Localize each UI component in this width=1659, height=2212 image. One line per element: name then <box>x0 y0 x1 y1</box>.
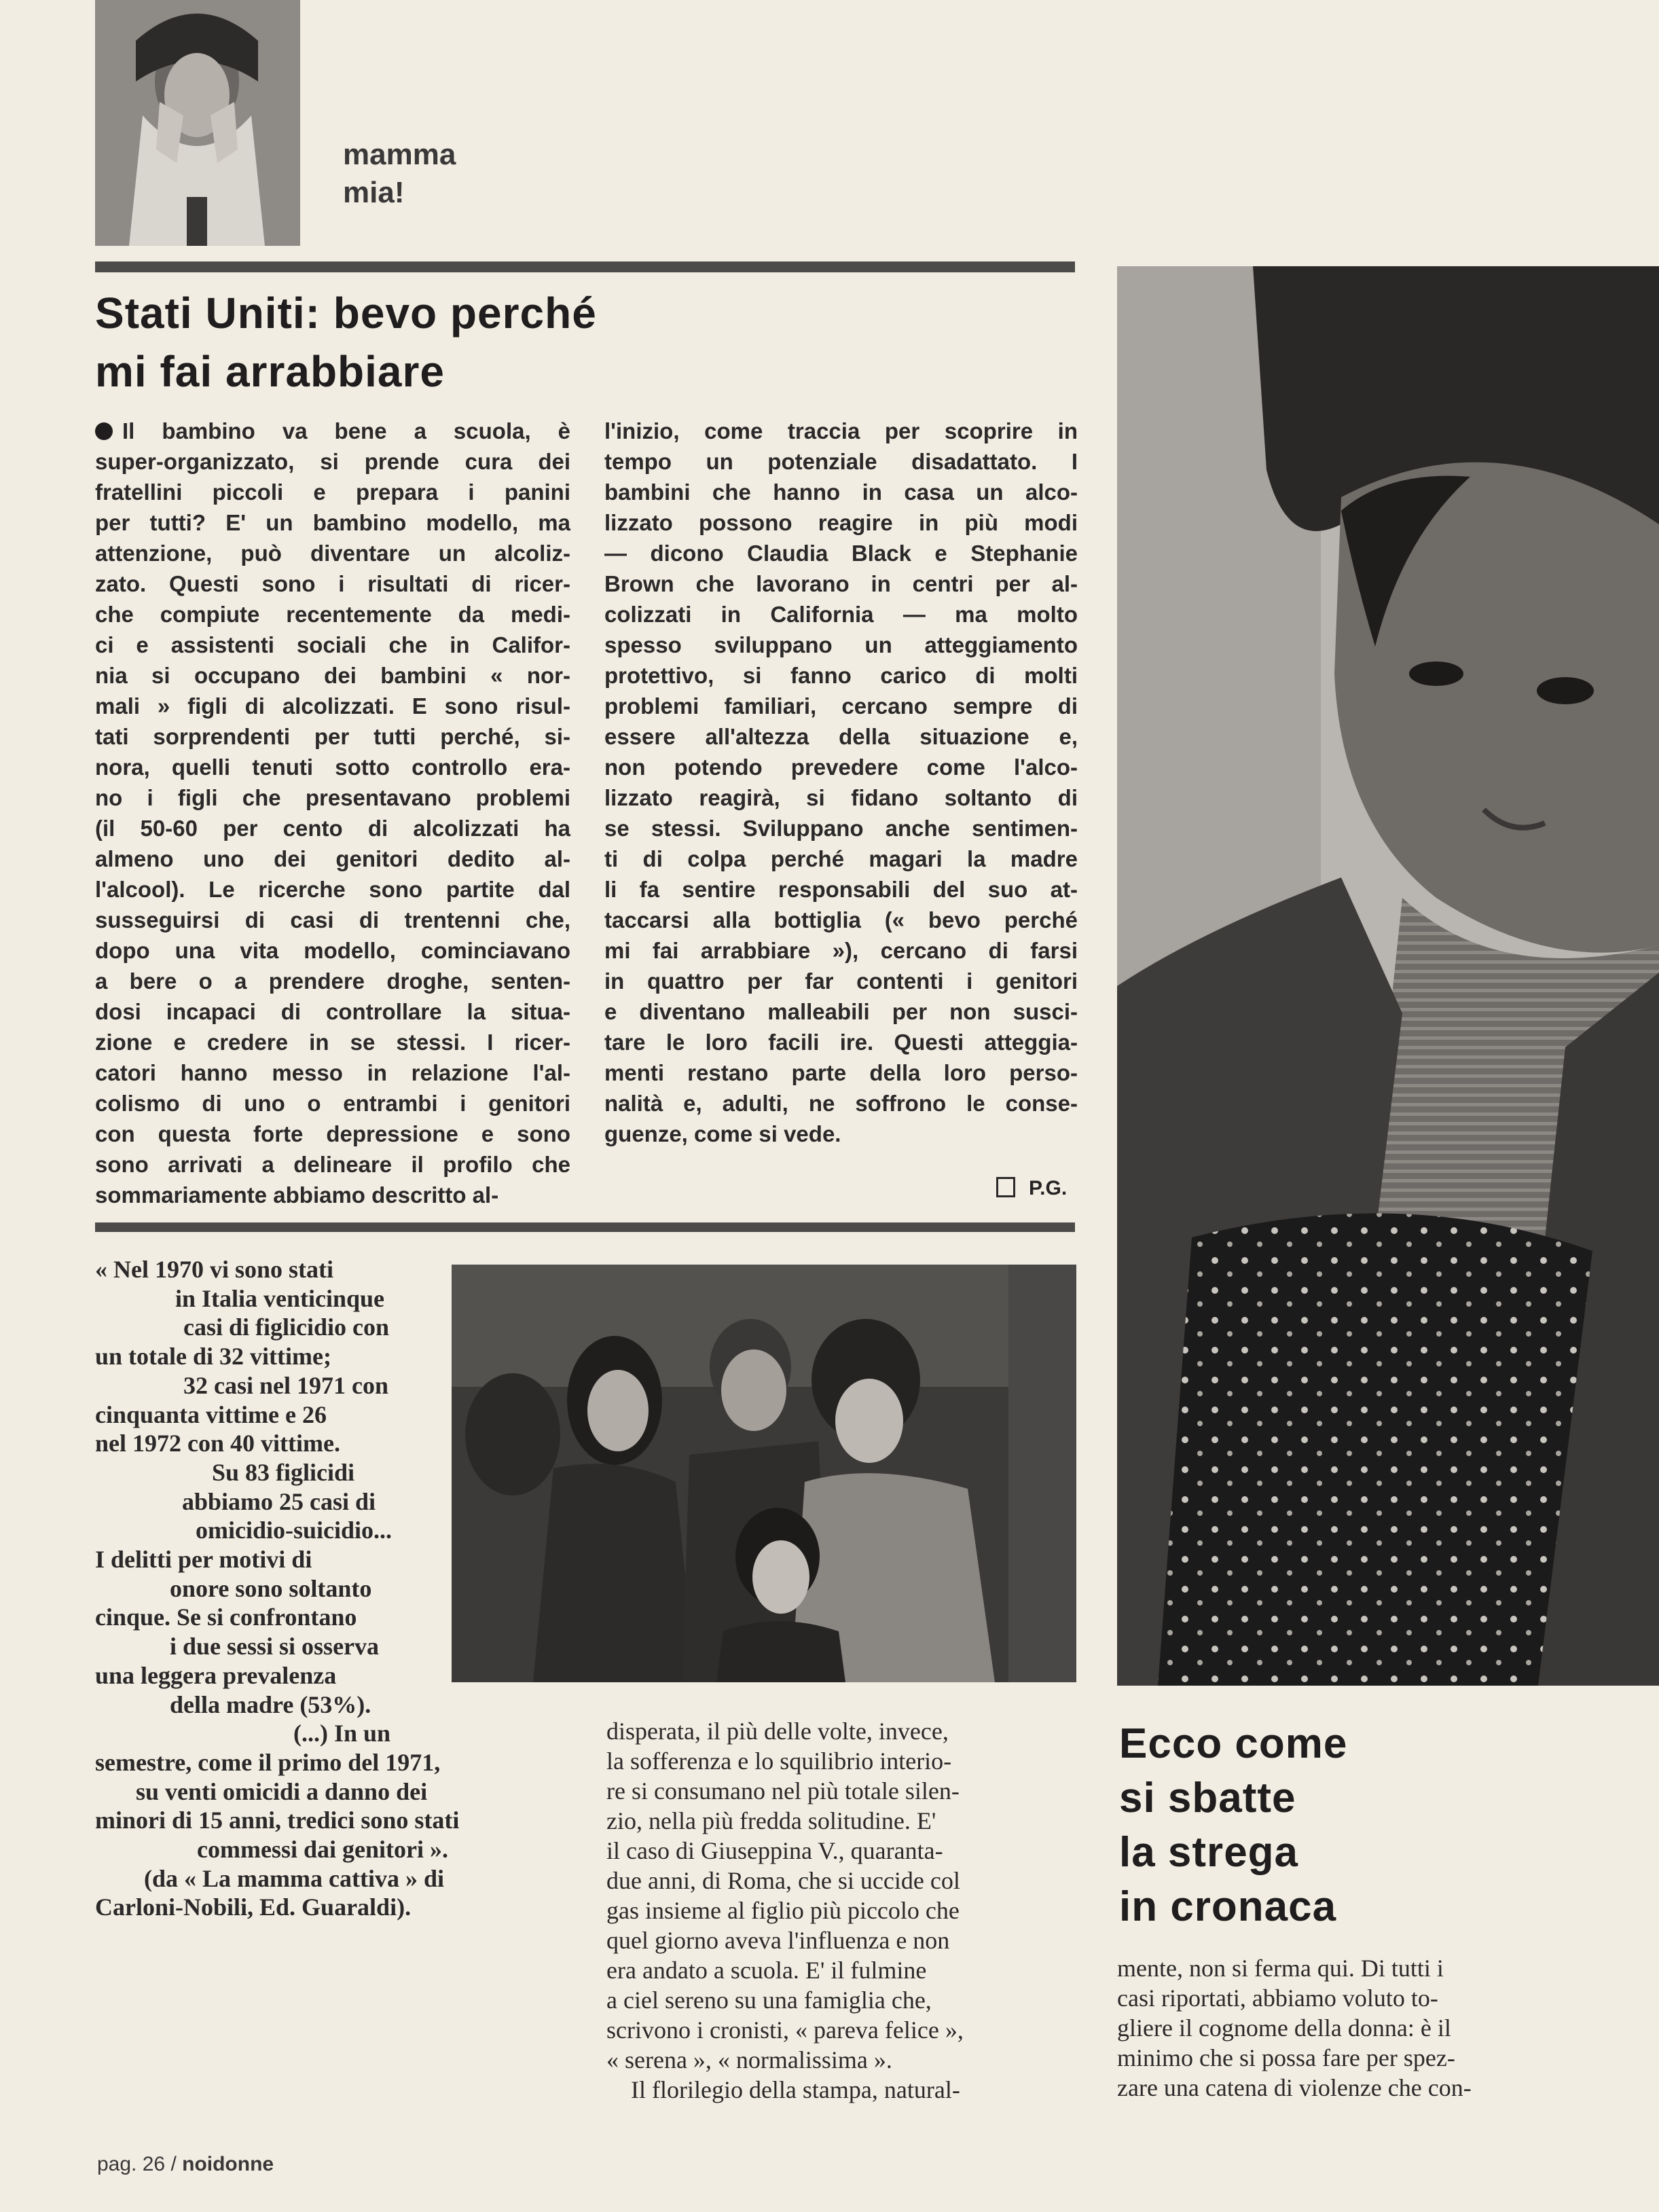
text-line: re si consumano nel più totale silen- <box>606 1777 960 1805</box>
text-line: mali » figli di alcolizzati. E sono risul- <box>95 693 570 719</box>
magazine-name: noidonne <box>182 2153 274 2175</box>
middle-rule <box>95 1222 1075 1232</box>
text-line: che compiute recentemente da medi- <box>95 602 570 627</box>
text-line: susseguirsi di casi di trentenni che, <box>95 907 570 932</box>
text-line: una leggera prevalenza <box>95 1661 337 1689</box>
text-line: il caso di Giuseppina V., quaranta- <box>606 1837 943 1864</box>
text-line: casi riportati, abbiamo voluto to- <box>1117 1984 1438 2012</box>
text-line: casi di figlicidio con <box>183 1313 390 1341</box>
text-line: no i figli che presentavano problemi <box>95 785 570 810</box>
text-line: zione e credere in se stessi. I ricer- <box>95 1030 570 1055</box>
text-line: la sofferenza e lo squilibrio interio- <box>606 1747 952 1775</box>
article1-column-2 <box>604 416 1078 1149</box>
text-line: (...) In un <box>293 1720 391 1747</box>
text-line: disperata, il più delle volte, invece, <box>606 1718 949 1745</box>
text-line: menti restano parte della loro perso- <box>604 1060 1078 1085</box>
headline-line: Ecco come <box>1119 1720 1348 1767</box>
text-line: un totale di 32 vittime; <box>95 1343 331 1371</box>
text-line: sono arrivati a delineare il profilo che <box>95 1152 570 1177</box>
text-line: della madre (53%). <box>170 1690 371 1718</box>
text-line: ci e assistenti sociali che in Califor- <box>95 632 570 657</box>
text-line: minori di 15 anni, tredici sono stati <box>95 1807 460 1834</box>
text-line: mente, non si ferma qui. Di tutti i <box>1117 1955 1444 1982</box>
text-span: Il bambino va bene a scuola, è <box>122 418 570 443</box>
headline-line: Stati Uniti: bevo perché <box>95 289 597 338</box>
kicker-line: mamma <box>343 138 456 171</box>
text-line: due anni, di Roma, che si uccide col <box>606 1867 960 1894</box>
headline-line: mi fai arrabbiare <box>95 347 445 396</box>
text-line: I delitti per motivi di <box>95 1546 312 1574</box>
text-line: dopo una vita modello, cominciavano <box>95 938 570 963</box>
text-line: scrivono i cronisti, « pareva felice », <box>606 2016 964 2044</box>
text-line: colizzati in California — ma molto <box>604 602 1078 627</box>
text-line: lizzato possono reagire in più modi <box>604 510 1078 535</box>
text-line: Brown che lavorano in centri per al- <box>604 571 1078 596</box>
text-line: problemi familiari, cercano sempre di <box>604 693 1078 719</box>
text-line: cinque. Se si confrontano <box>95 1603 357 1631</box>
text-line: omicidio-suicidio... <box>196 1517 393 1544</box>
text-line: a ciel sereno su una famiglia che, <box>606 1987 932 2014</box>
text-line: (il 50-60 per cento di alcolizzati ha <box>95 816 570 841</box>
text-line: li fa sentire responsabili del suo at- <box>604 877 1078 902</box>
text-line: Su 83 figlicidi <box>212 1458 355 1486</box>
text-line: colismo di uno o entrambi i genitori <box>95 1091 570 1116</box>
text-line: taccarsi alla bottiglia (« bevo perché <box>604 907 1078 932</box>
text-line: protettivo, si fanno carico di molti <box>604 663 1078 688</box>
text-line: i due sessi si osserva <box>170 1633 380 1661</box>
section-kicker <box>343 136 519 212</box>
text-line: tare le loro facili ire. Questi atteggia- <box>604 1030 1078 1055</box>
headline-line: si sbatte <box>1119 1775 1296 1821</box>
text-line: se stessi. Sviluppano anche sentimen- <box>604 816 1078 841</box>
text-line: l'inizio, come traccia per scoprire in <box>604 418 1078 443</box>
text-line: tempo un potenziale disadattato. I <box>604 449 1078 474</box>
kicker-line: mia! <box>343 176 405 209</box>
text-line: nalità e, adulti, ne soffrono le conse- <box>604 1091 1078 1116</box>
page-footer <box>97 2153 274 2176</box>
text-line: era andato a scuola. E' il fulmine <box>606 1957 927 1984</box>
text-line: minimo che si possa fare per spez- <box>1117 2044 1455 2071</box>
text-line: dosi incapaci di controllare la situa- <box>95 999 570 1024</box>
text-line: almeno uno dei genitori dedito al- <box>95 846 570 871</box>
text-line: guenze, come si vede. <box>604 1121 841 1146</box>
text-line: per tutti? E' un bambino modello, ma <box>95 510 570 535</box>
text-line: essere all'altezza della situazione e, <box>604 724 1078 749</box>
text-line: a bere o a prendere droghe, senten- <box>95 968 570 994</box>
text-line: lizzato reagirà, si fidano soltanto di <box>604 785 1078 810</box>
text-line: zio, nella più fredda solitudine. E' <box>606 1807 936 1834</box>
text-line: nia si occupano dei bambini « nor- <box>95 663 570 688</box>
text-line: abbiamo 25 casi di <box>182 1487 376 1515</box>
text-line: con questa forte depressione e sono <box>95 1121 570 1146</box>
text-line: nel 1972 con 40 vittime. <box>95 1430 340 1457</box>
footer-separator: / <box>170 2153 177 2175</box>
text-line: tati sorprendenti per tutti perché, si- <box>95 724 570 749</box>
headline-line: la strega <box>1119 1829 1299 1876</box>
article2-column-2 <box>1117 1953 1592 2103</box>
text-line: super-organizzato, si prende cura dei <box>95 449 570 474</box>
article1-column-1 <box>95 416 570 1210</box>
text-line: mi fai arrabbiare »), cercano di farsi <box>604 938 1078 963</box>
text-line: ti di colpa perché magari la madre <box>604 846 1078 871</box>
text-line: Il florilegio della stampa, natural- <box>631 2076 960 2103</box>
text-line: attenzione, può diventare un alcoliz- <box>95 541 570 566</box>
text-line: su venti omicidi a danno dei <box>136 1777 428 1805</box>
text-line: quel giorno aveva l'influenza e non <box>606 1927 950 1954</box>
article2-column-1 <box>606 1716 1082 2105</box>
end-box-icon <box>996 1177 1015 1197</box>
top-rule <box>95 261 1075 272</box>
text-line: « serena », « normalissima ». <box>606 2046 892 2073</box>
text-line: cinquanta vittime e 26 <box>95 1400 327 1428</box>
text-line: catori hanno messo in relazione l'al- <box>95 1060 570 1085</box>
text-line: (da « La mamma cattiva » di <box>144 1864 444 1892</box>
text-line: sommariamente abbiamo descritto al- <box>95 1182 499 1208</box>
text-line: Carloni-Nobili, Ed. Guaraldi). <box>95 1893 412 1921</box>
photo-woman-portrait <box>1117 266 1659 1686</box>
text-line: in quattro per far contenti i genitori <box>604 968 1078 994</box>
text-line: gliere il cognome della donna: è il <box>1117 2014 1451 2042</box>
text-line: « Nel 1970 vi sono stati <box>95 1256 333 1283</box>
text-line: non potendo prevedere come l'alco- <box>604 755 1078 780</box>
headline-stati-uniti <box>95 284 597 401</box>
text-line: gas insieme al figlio più piccolo che <box>606 1897 960 1924</box>
text-line: l'alcool). Le ricerche sono partite dal <box>95 877 570 902</box>
text-line: commessi dai genitori ». <box>197 1836 448 1864</box>
bullet-icon <box>95 422 113 440</box>
text-line: fratellini piccoli e prepara i panini <box>95 479 570 505</box>
photo-family-group <box>452 1265 1076 1682</box>
text-line: bambini che hanno in casa un alco- <box>604 479 1078 505</box>
text-line: onore sono soltanto <box>170 1574 372 1602</box>
text-line: zato. Questi sono i risultati di ricer- <box>95 571 570 596</box>
photo-girl-hands-on-face <box>95 0 300 246</box>
headline-ecco-come <box>1119 1717 1347 1934</box>
text-line: in Italia venticinque <box>175 1284 385 1312</box>
text-line: e diventano malleabili per non susci- <box>604 999 1078 1024</box>
text-line: nora, quelli tenuti sotto controllo era- <box>95 755 570 780</box>
signature <box>996 1177 1067 1200</box>
text-line <box>95 416 570 446</box>
text-line: 32 casi nel 1971 con <box>183 1371 388 1399</box>
text-line: — dicono Claudia Black e Stephanie <box>604 541 1078 566</box>
page-number: pag. 26 <box>97 2153 166 2175</box>
signature-text: P.G. <box>1029 1177 1068 1199</box>
text-line: semestre, come il primo del 1971, <box>95 1748 441 1776</box>
headline-line: in cronaca <box>1119 1883 1337 1930</box>
text-line: zare una catena di violenze che con- <box>1117 2074 1472 2101</box>
text-line: spesso sviluppano un atteggiamento <box>604 632 1078 657</box>
